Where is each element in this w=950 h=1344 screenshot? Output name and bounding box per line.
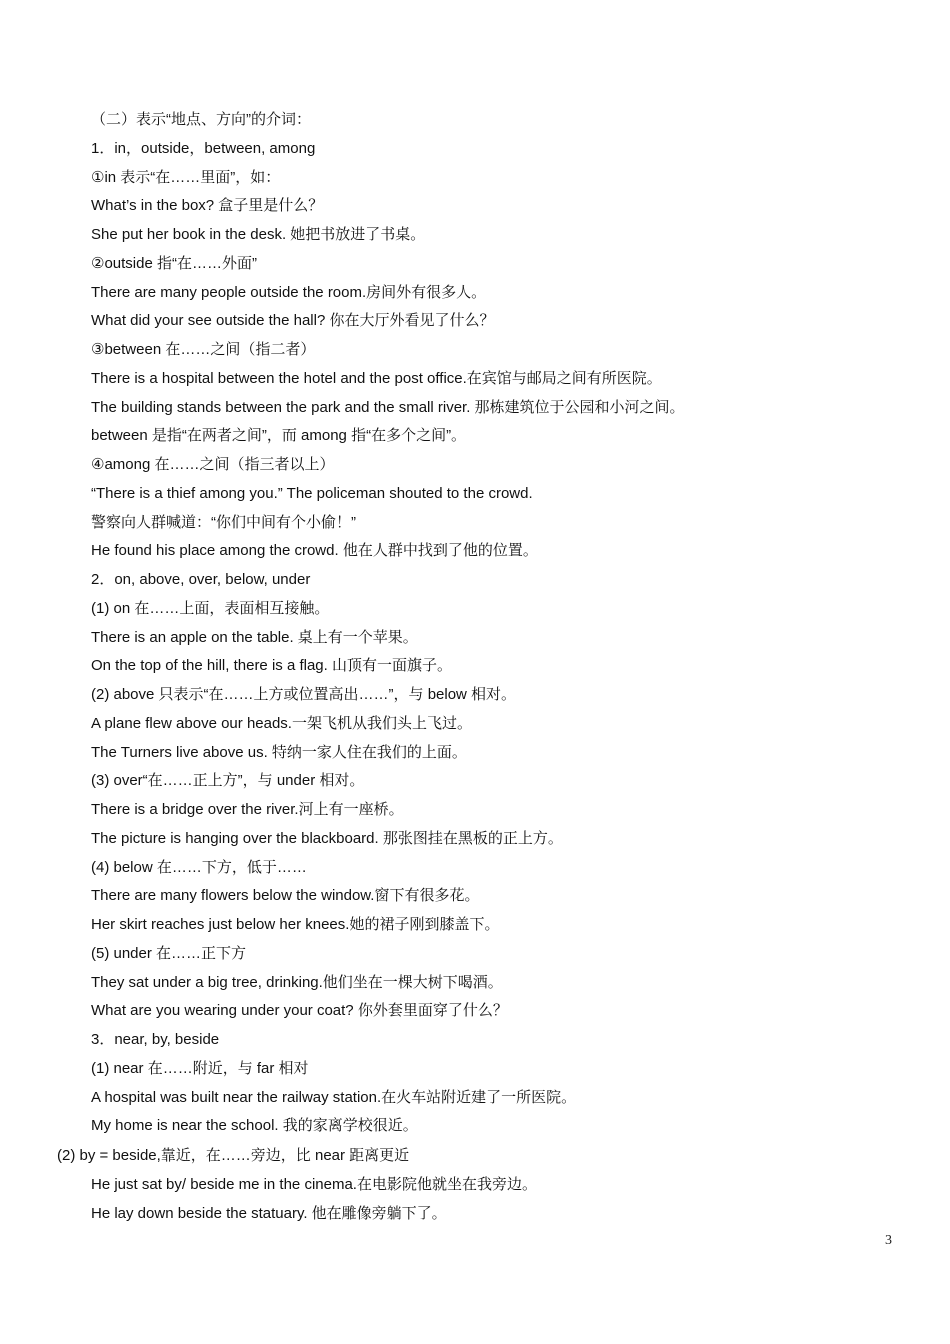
example-line: The picture is hanging over the blackboard. 那张图挂在黑板的正上方。: [91, 829, 563, 847]
text-line: between 是指“在两者之间”，而 among 指“在多个之间”。: [91, 427, 467, 445]
example-line: What did your see outside the hall? 你在大厅外看见了什么？: [91, 312, 495, 330]
text-line: ④among 在……之间（指三者以上）: [91, 456, 335, 473]
example-line: She put her book in the desk. 她把书放进了书桌。: [91, 226, 426, 243]
text-line: (2) above 只表示“在……上方或位置高出……”，与 below 相对。: [91, 686, 517, 703]
text-body: [0, 106, 950, 1229]
text-line: (1) near 在……附近，与 far 相对: [91, 1059, 309, 1077]
example-line: 警察向人群喊道：“你们中间有个小偷！”: [91, 513, 356, 531]
text-line: ①in 表示“在……里面”，如：: [91, 168, 281, 186]
text-line: ②outside 指“在……外面”: [91, 254, 257, 272]
text-line: (2) by = beside,靠近，在……旁边，比 near 距离更近: [57, 1147, 410, 1164]
example-line: The building stands between the park and the small river. 那栋建筑位于公园和小河之间。: [91, 398, 685, 416]
example-line: They sat under a big tree, drinking.他们坐在一棵大树下喝酒。: [91, 973, 503, 991]
page-number: 3: [885, 1233, 892, 1248]
subheading-2: 2．on, above, over, below, under: [91, 571, 311, 588]
example-line: There is a hospital between the hotel and the post office.在宾馆与邮局之间有所医院。: [91, 369, 662, 387]
example-line: A plane flew above our heads.一架飞机从我们头上飞过。: [91, 714, 472, 732]
example-line: On the top of the hill, there is a flag. 山顶有一面旗子。: [91, 657, 452, 675]
section-heading: （二）表示“地点、方向”的介词：: [91, 111, 311, 128]
example-line: There is a bridge over the river.河上有一座桥。: [91, 801, 404, 818]
example-line: There is an apple on the table. 桌上有一个苹果。: [91, 628, 418, 646]
text-line: (4) below 在……下方，低于……: [91, 858, 307, 876]
text-line: (1) on 在……上面，表面相互接触。: [91, 599, 330, 617]
example-line: He lay down beside the statuary. 他在雕像旁躺下了。: [91, 1204, 447, 1222]
example-line: There are many flowers below the window.窗下有很多花。: [91, 887, 480, 905]
example-line: A hospital was built near the railway station.在火车站附近建了一所医院。: [91, 1088, 577, 1106]
subheading-1: 1．in，outside，between, among: [91, 139, 316, 157]
text-line: (5) under 在……正下方: [91, 944, 247, 962]
example-line: He just sat by/ beside me in the cinema.在电影院他就坐在我旁边。: [91, 1176, 537, 1193]
example-line: He found his place among the crowd. 他在人群中找到了他的位置。: [91, 542, 538, 560]
example-line: “There is a thief among you.” The policeman shouted to the crowd.: [91, 484, 533, 502]
example-line: Her skirt reaches just below her knees.她的裙子刚到膝盖下。: [91, 916, 500, 933]
example-line: What are you wearing under your coat? 你外套里面穿了什么？: [91, 1002, 508, 1020]
example-line: My home is near the school. 我的家离学校很近。: [91, 1117, 418, 1135]
example-line: There are many people outside the room.房间外有很多人。: [91, 283, 487, 301]
example-line: What’s in the box? 盒子里是什么？: [91, 197, 324, 215]
text-line: (3) over“在……正上方”，与 under 相对。: [91, 772, 365, 790]
example-line: The Turners live above us. 特纳一家人住在我们的上面。: [91, 743, 467, 761]
text-line: ③between 在……之间（指二者）: [91, 341, 316, 358]
subheading-3: 3．near, by, beside: [91, 1031, 220, 1048]
